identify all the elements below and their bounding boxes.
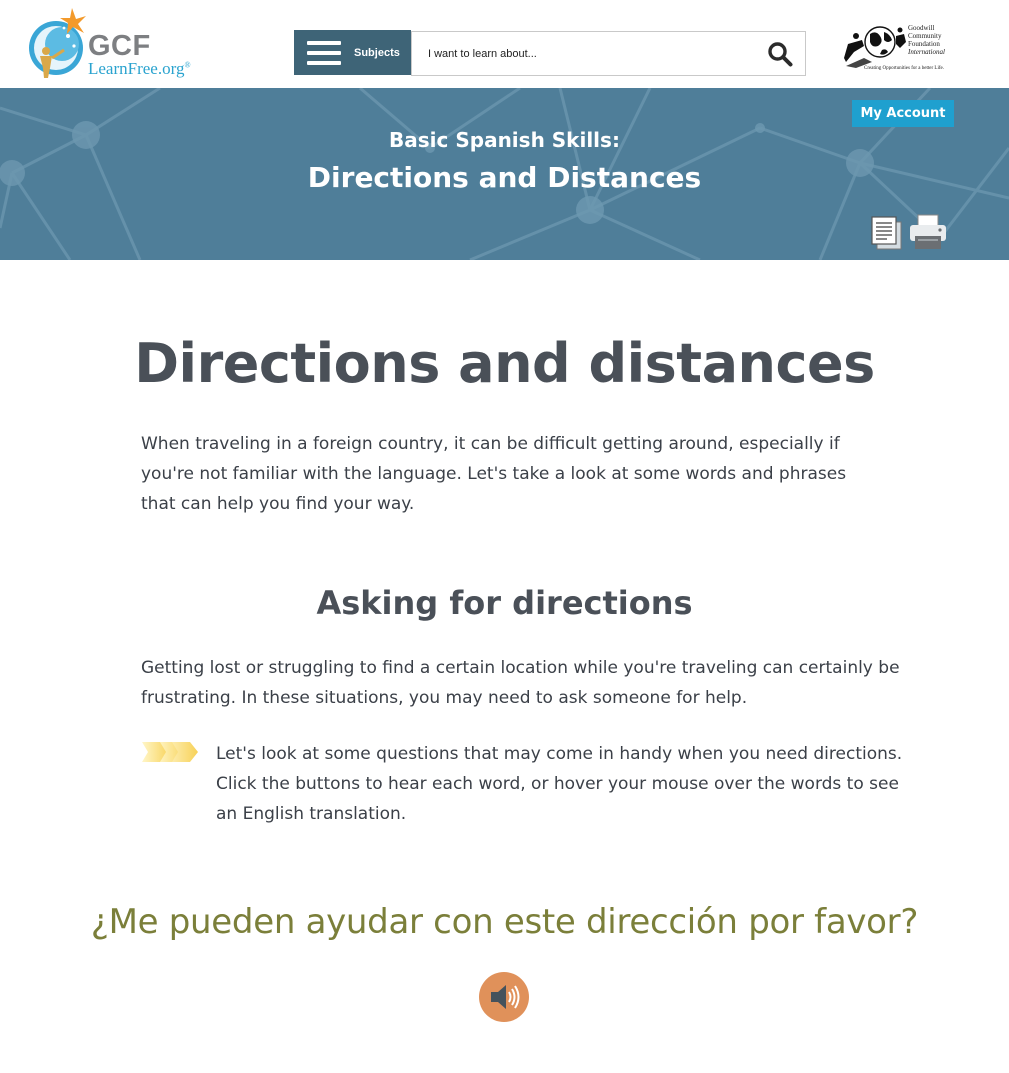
subjects-label: Subjects	[354, 46, 400, 59]
logo-site-name: LearnFree.org	[88, 59, 185, 78]
section-paragraph: Getting lost or struggling to find a certain location while you're traveling can certainly be frustrating. In these situations, you may need to ask someone for help.	[141, 658, 900, 708]
my-account-button[interactable]: My Account	[852, 100, 954, 127]
search-input[interactable]	[428, 32, 748, 75]
logo-brand-text: GCF	[88, 30, 151, 62]
foundation-international: International	[908, 48, 945, 56]
document-icon[interactable]	[871, 216, 903, 250]
foundation-line-3: Foundation	[908, 40, 940, 48]
logo-site-text	[88, 59, 191, 79]
gcf-learnfree-logo[interactable]	[26, 6, 206, 82]
play-audio-button[interactable]	[479, 972, 529, 1022]
speaker-icon	[487, 980, 521, 1014]
section-heading: Asking for directions	[316, 584, 693, 622]
course-name: Basic Spanish Skills:	[389, 128, 620, 152]
top-bar	[0, 0, 1009, 88]
course-banner	[0, 88, 1009, 260]
foundation-line-1: Goodwill	[908, 24, 935, 32]
foundation-line-2: Community	[908, 32, 942, 40]
spanish-phrase[interactable]: ¿Me pueden ayudar con este dirección por favor?	[90, 902, 919, 942]
goodwill-foundation-logo[interactable]	[842, 22, 950, 78]
foundation-name	[908, 24, 945, 56]
logo-globe-icon	[26, 6, 96, 82]
subjects-menu-button[interactable]	[294, 30, 411, 75]
print-icon[interactable]	[909, 214, 947, 250]
page-heading: Directions and distances	[134, 332, 875, 395]
hamburger-icon	[307, 41, 341, 65]
search-icon[interactable]	[767, 41, 793, 67]
tip-paragraph: Let's look at some questions that may come in handy when you need directions. Click the buttons to hear each word, or hover your mouse over the words to see an English translation.	[216, 744, 903, 824]
logo-trademark: ®	[184, 60, 191, 70]
lesson-title: Directions and Distances	[307, 161, 702, 194]
foundation-tagline: Creating Opportunities for a better Life.	[864, 66, 944, 71]
intro-paragraph: When traveling in a foreign country, it can be difficult getting around, especially if you're not familiar with the language. Let's take a look at some words and phrases that can help you find your way.	[141, 434, 847, 514]
search-box	[411, 31, 806, 76]
globe-people-icon	[842, 22, 908, 68]
tip-arrow-icon	[142, 740, 202, 764]
